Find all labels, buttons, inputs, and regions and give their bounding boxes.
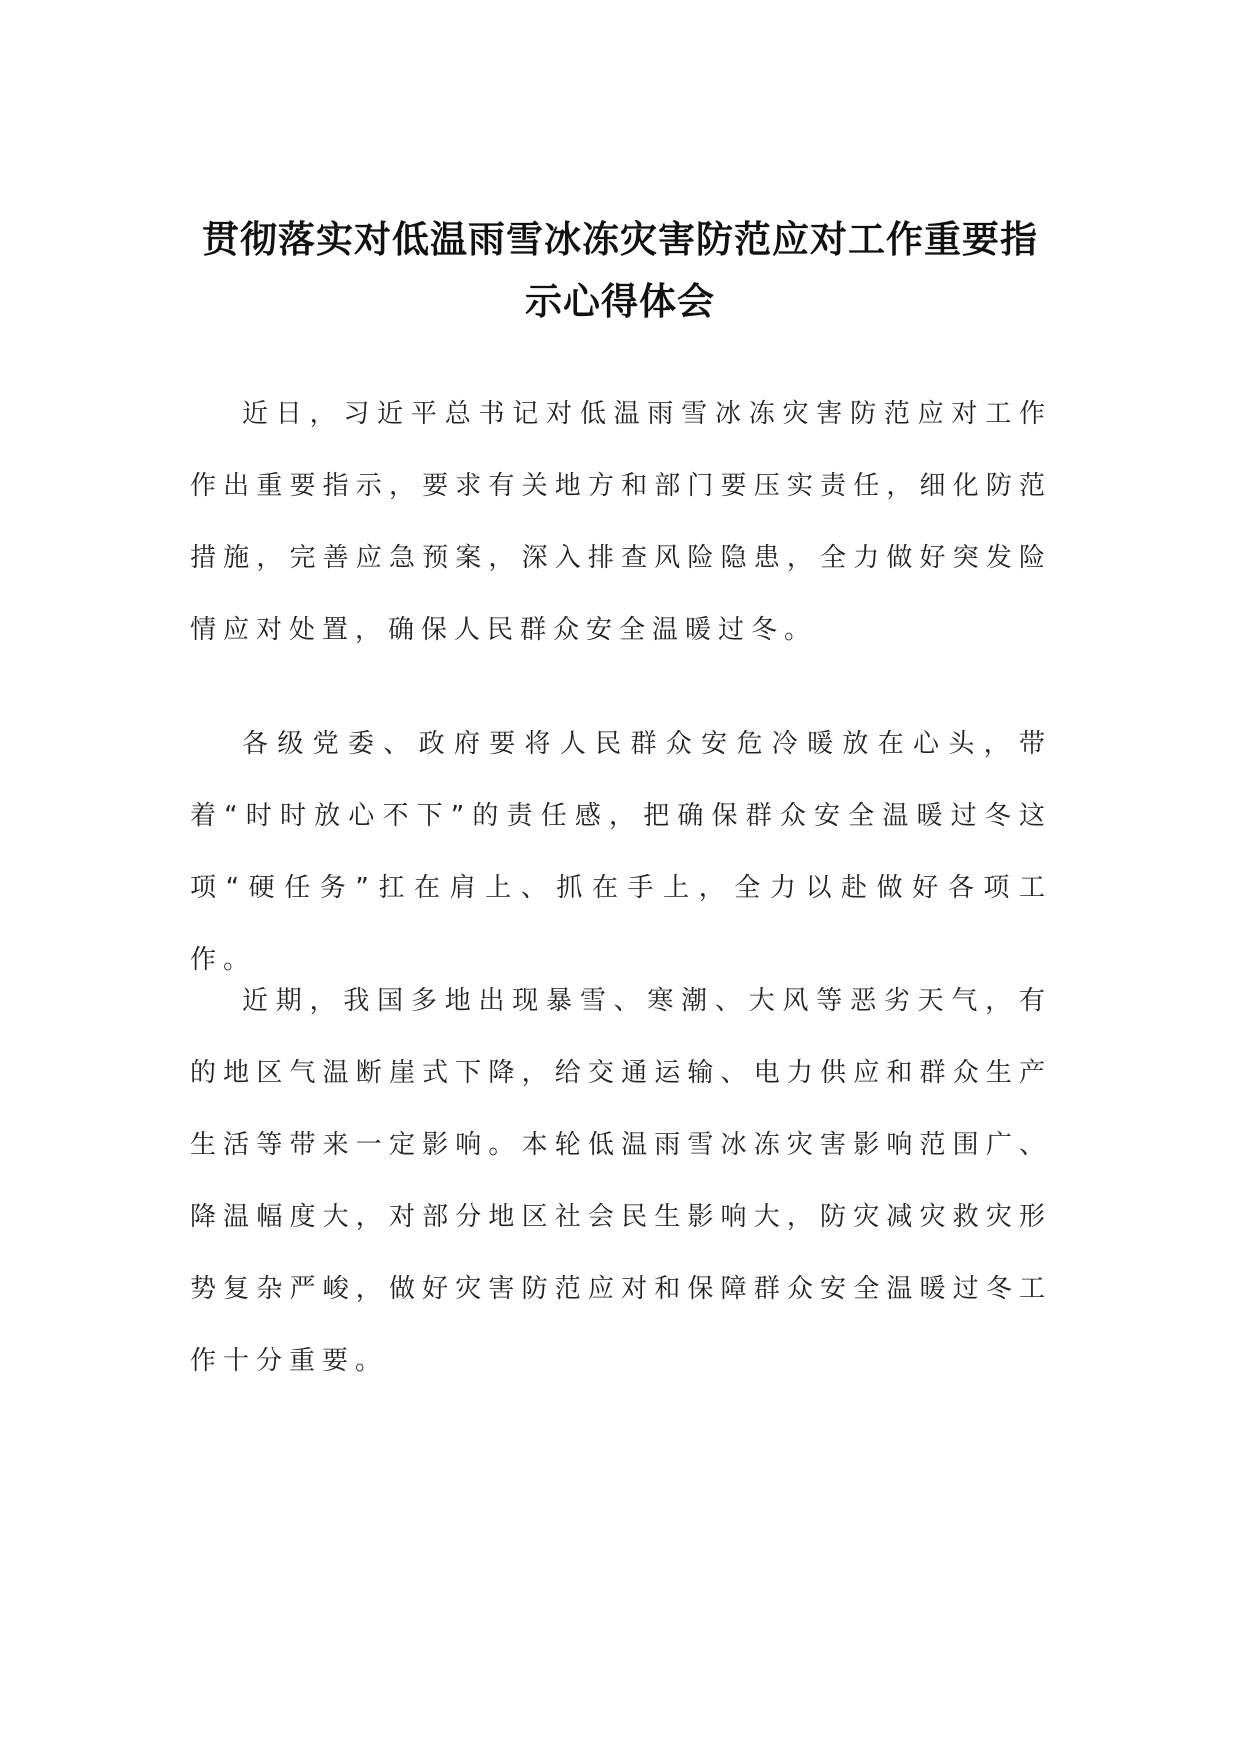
document-title-line-1: 贯彻落实对低温雨雪冰冻灾害防范应对工作重要指 bbox=[202, 217, 1038, 261]
paragraph-3: 近期，我国多地出现暴雪、寒潮、大风等恶劣天气，有的地区气温断崖式下降，给交通运输、电力供应和群众生产生活等带来一定影响。本轮低温雨雪冰冻灾害影响范围广、降温幅度大，对部分地区社会民生影响大，防灾减灾救灾形势复杂严峻，做好灾害防范应对和保障群众安全温暖过冬工作十分重要。 bbox=[190, 986, 1052, 1376]
document-title bbox=[190, 208, 1050, 332]
document-title-line-2: 示心得体会 bbox=[525, 279, 715, 323]
paragraph-2: 各级党委、政府要将人民群众安危冷暖放在心头，带着“时时放心不下”的责任感，把确保群众安全温暖过冬这项“硬任务”扛在肩上、抓在手上，全力以赴做好各项工作。 bbox=[190, 729, 1052, 975]
paragraph-1: 近日，习近平总书记对低温雨雪冰冻灾害防范应对工作作出重要指示，要求有关地方和部门要压实责任，细化防范措施，完善应急预案，深入排查风险隐患，全力做好突发险情应对处置，确保人民群众安全温暖过冬。 bbox=[190, 399, 1052, 645]
